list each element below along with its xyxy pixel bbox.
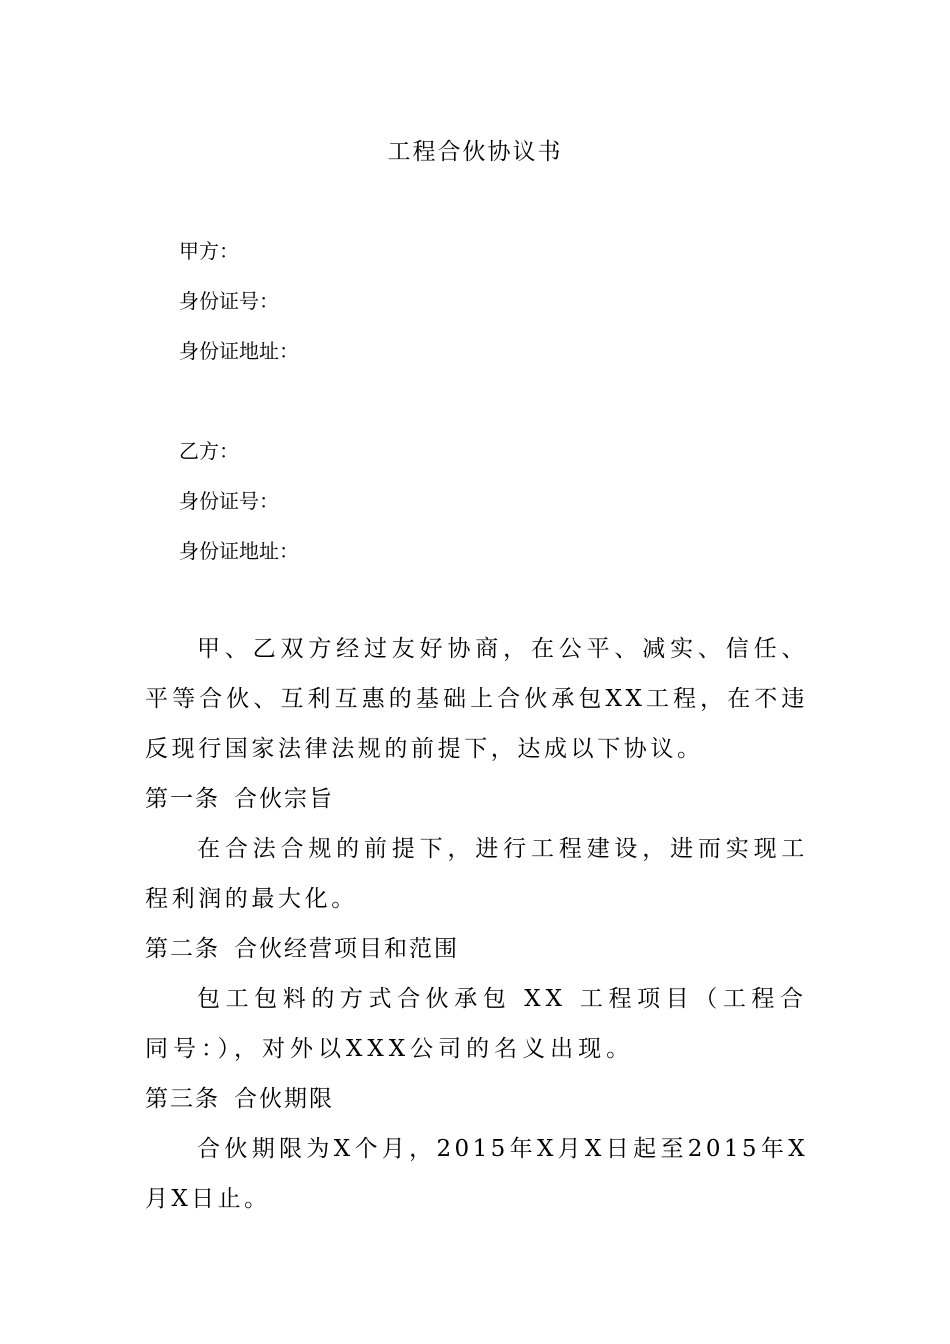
document-title: 工程合伙协议书 <box>387 139 563 165</box>
party-b-id-number-label: 身份证号： <box>179 489 279 513</box>
article-3-title: 合伙期限 <box>234 1086 334 1112</box>
article-1-number: 第一条 <box>145 786 220 812</box>
party-b-label: 乙方： <box>179 439 239 463</box>
article-1-body: 在合法合规的前提下，进行工程建设，进而实现工程利润的最大化。 <box>145 836 808 912</box>
party-b-id-address-label: 身份证地址： <box>179 539 299 563</box>
article-2-title: 合伙经营项目和范围 <box>234 936 459 962</box>
preamble-paragraph: 甲、乙双方经过友好协商，在公平、减实、信任、平等合伙、互利互惠的基础上合伙承包XX工程，在不违反现行国家法律法规的前提下，达成以下协议。 <box>145 636 808 762</box>
party-a-id-number-label: 身份证号： <box>179 289 279 313</box>
party-a-label: 甲方： <box>179 239 239 263</box>
article-3-number: 第三条 <box>145 1086 220 1112</box>
article-2-number: 第二条 <box>145 936 220 962</box>
article-2-body: 包工包料的方式合伙承包 XX 工程项目（工程合同号：），对外以XXX公司的名义出现。 <box>145 986 808 1062</box>
party-a-id-address-label: 身份证地址： <box>179 339 299 363</box>
article-3-body: 合伙期限为X个月，2015年X月X日起至2015年X月X日止。 <box>145 1136 808 1212</box>
article-1-heading <box>145 774 334 824</box>
article-1-title: 合伙宗旨 <box>234 786 334 812</box>
article-2-heading <box>145 924 459 974</box>
article-3-heading <box>145 1074 334 1124</box>
